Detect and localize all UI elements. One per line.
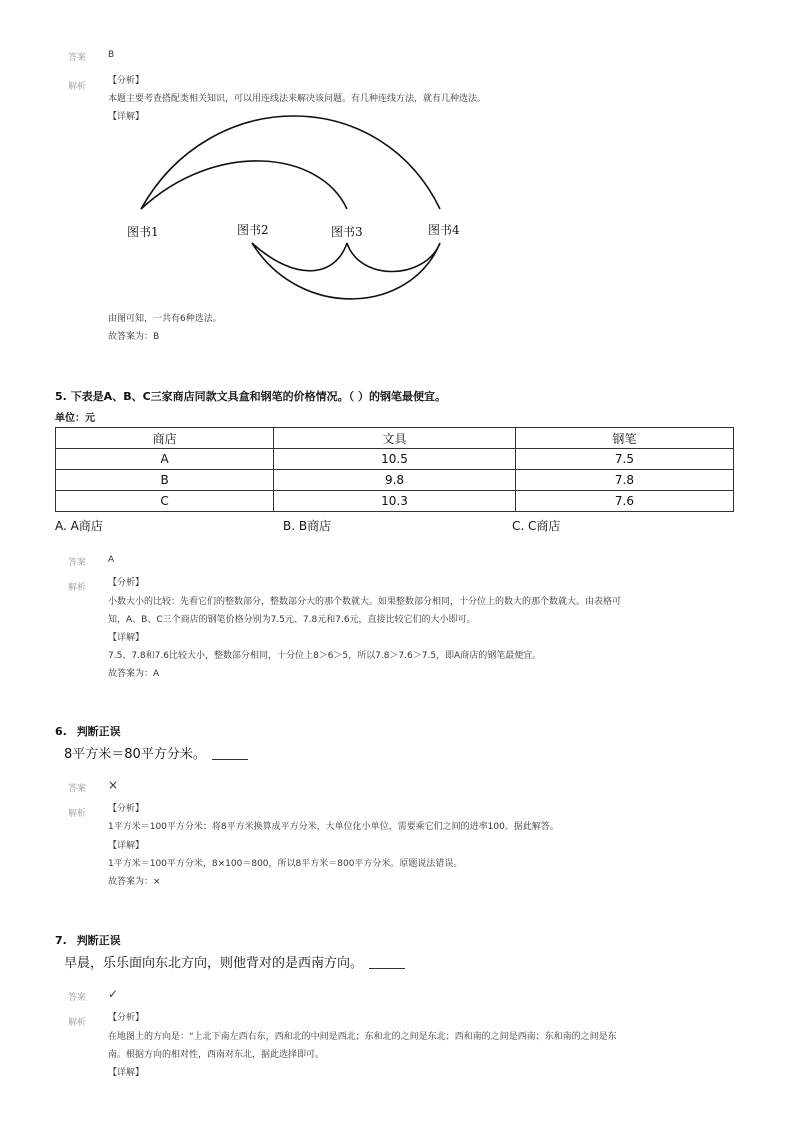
book-1-label: 图书1 (127, 225, 159, 239)
question-6-title (55, 723, 121, 739)
answer-label: 答案 (68, 53, 87, 63)
table-header: 商店 (56, 428, 274, 449)
table-cell: B (56, 470, 274, 491)
answer-label: 答案 (68, 558, 87, 568)
table-header: 文具 (274, 428, 516, 449)
answer-blank[interactable] (369, 956, 405, 969)
question-text: 下表是A、B、C三家商店同款文具盒和钢笔的价格情况。（ ）的钢笔最便宜。 (70, 390, 446, 403)
table-cell: C (56, 491, 274, 512)
question-number: 6. (55, 725, 67, 738)
option-c[interactable]: C. C商店 (512, 519, 561, 533)
question-7-title (55, 932, 121, 948)
table-cell: 7.8 (515, 470, 733, 491)
question-statement (64, 743, 248, 762)
analysis-label: 解析 (68, 809, 87, 819)
analysis-text: 知，A、B、C三个商店的钢笔价格分别为7.5元、7.8元和7.6元，直接比较它们的大小即可。 (108, 615, 476, 625)
analysis-text: 南。根据方向的相对性，西南对东北，据此选择即可。 (108, 1050, 325, 1060)
question-5-title (55, 388, 446, 404)
analysis-label: 解析 (68, 583, 87, 593)
table-cell: 7.5 (515, 449, 733, 470)
book-4-label: 图书4 (428, 223, 460, 237)
conclusion-text: 由图可知，一共有6种选法。 (108, 314, 222, 324)
analysis-label: 解析 (68, 1018, 87, 1028)
answer-label: 答案 (68, 993, 87, 1003)
answer-value: × (108, 778, 119, 792)
answer-blank[interactable] (212, 747, 248, 760)
detail-text: 7.5、7.8和7.6比较大小，整数部分相同，十分位上8＞6＞5，所以7.8＞7.6＞7.5，即A商店的钢笔最便宜。 (108, 651, 542, 661)
book-3-label: 图书3 (331, 225, 363, 239)
analysis-text: 小数大小的比较：先看它们的整数部分，整数部分大的那个数就大。如果整数部分相同，十分位上的数大的那个数就大。由表格可 (108, 597, 622, 607)
arc-book2-book4 (252, 243, 440, 299)
detail-text: 1平方米＝100平方分米，8×100＝800，所以8平方米＝800平方分米。原题说法错误。 (108, 859, 463, 869)
table-row (56, 449, 734, 470)
table-cell: 10.5 (274, 449, 516, 470)
analysis-text: 本题主要考查搭配类相关知识，可以用连线法来解决该问题。有几种连线方法，就有几种选法。 (108, 94, 487, 104)
answer-value: A (108, 555, 115, 565)
analysis-heading: 【分析】 (108, 76, 145, 86)
table-cell: 9.8 (274, 470, 516, 491)
question-statement (64, 952, 405, 971)
statement-text: 早晨，乐乐面向东北方向，则他背对的是西南方向。 (64, 956, 364, 971)
option-a[interactable]: A. A商店 (55, 519, 103, 533)
arc-book1-book4 (141, 116, 440, 209)
book-2-label: 图书2 (237, 223, 269, 237)
detail-heading: 【详解】 (108, 112, 145, 122)
analysis-heading: 【分析】 (108, 804, 145, 814)
price-table (55, 427, 734, 512)
question-type: 判断正误 (76, 934, 121, 947)
table-header-row (56, 428, 734, 449)
analysis-heading: 【分析】 (108, 578, 145, 588)
matching-diagram (0, 0, 794, 320)
table-row (56, 491, 734, 512)
answer-label: 答案 (68, 784, 87, 794)
final-answer: 故答案为：× (108, 877, 161, 887)
question-type: 判断正误 (76, 725, 121, 738)
detail-heading: 【详解】 (108, 1068, 145, 1078)
answer-value: B (108, 50, 115, 60)
analysis-text: 在地图上的方向是：“上北下南左西右东，西和北的中间是西北；东和北的之间是东北；西和南的之间是西南；东和南的之间是东 (108, 1032, 617, 1042)
analysis-heading: 【分析】 (108, 1013, 145, 1023)
answer-value: ✓ (108, 987, 119, 1001)
table-cell: A (56, 449, 274, 470)
final-answer: 故答案为：B (108, 332, 160, 342)
detail-heading: 【详解】 (108, 841, 145, 851)
table-cell: 10.3 (274, 491, 516, 512)
question-number: 5. (55, 390, 67, 403)
final-answer: 故答案为：A (108, 669, 160, 679)
unit-label: 单位：元 (55, 413, 95, 424)
table-cell: 7.6 (515, 491, 733, 512)
analysis-label: 解析 (68, 82, 87, 92)
question-number: 7. (55, 934, 67, 947)
table-row (56, 470, 734, 491)
table-header: 钢笔 (515, 428, 733, 449)
arc-book2-book3 (252, 243, 347, 271)
option-b[interactable]: B. B商店 (283, 519, 332, 533)
detail-heading: 【详解】 (108, 633, 145, 643)
statement-text: 8平方米＝80平方分米。 (64, 747, 206, 762)
analysis-text: 1平方米＝100平方分米；将8平方米换算成平方分米，大单位化小单位，需要乘它们之间的进率100。据此解答。 (108, 822, 559, 832)
